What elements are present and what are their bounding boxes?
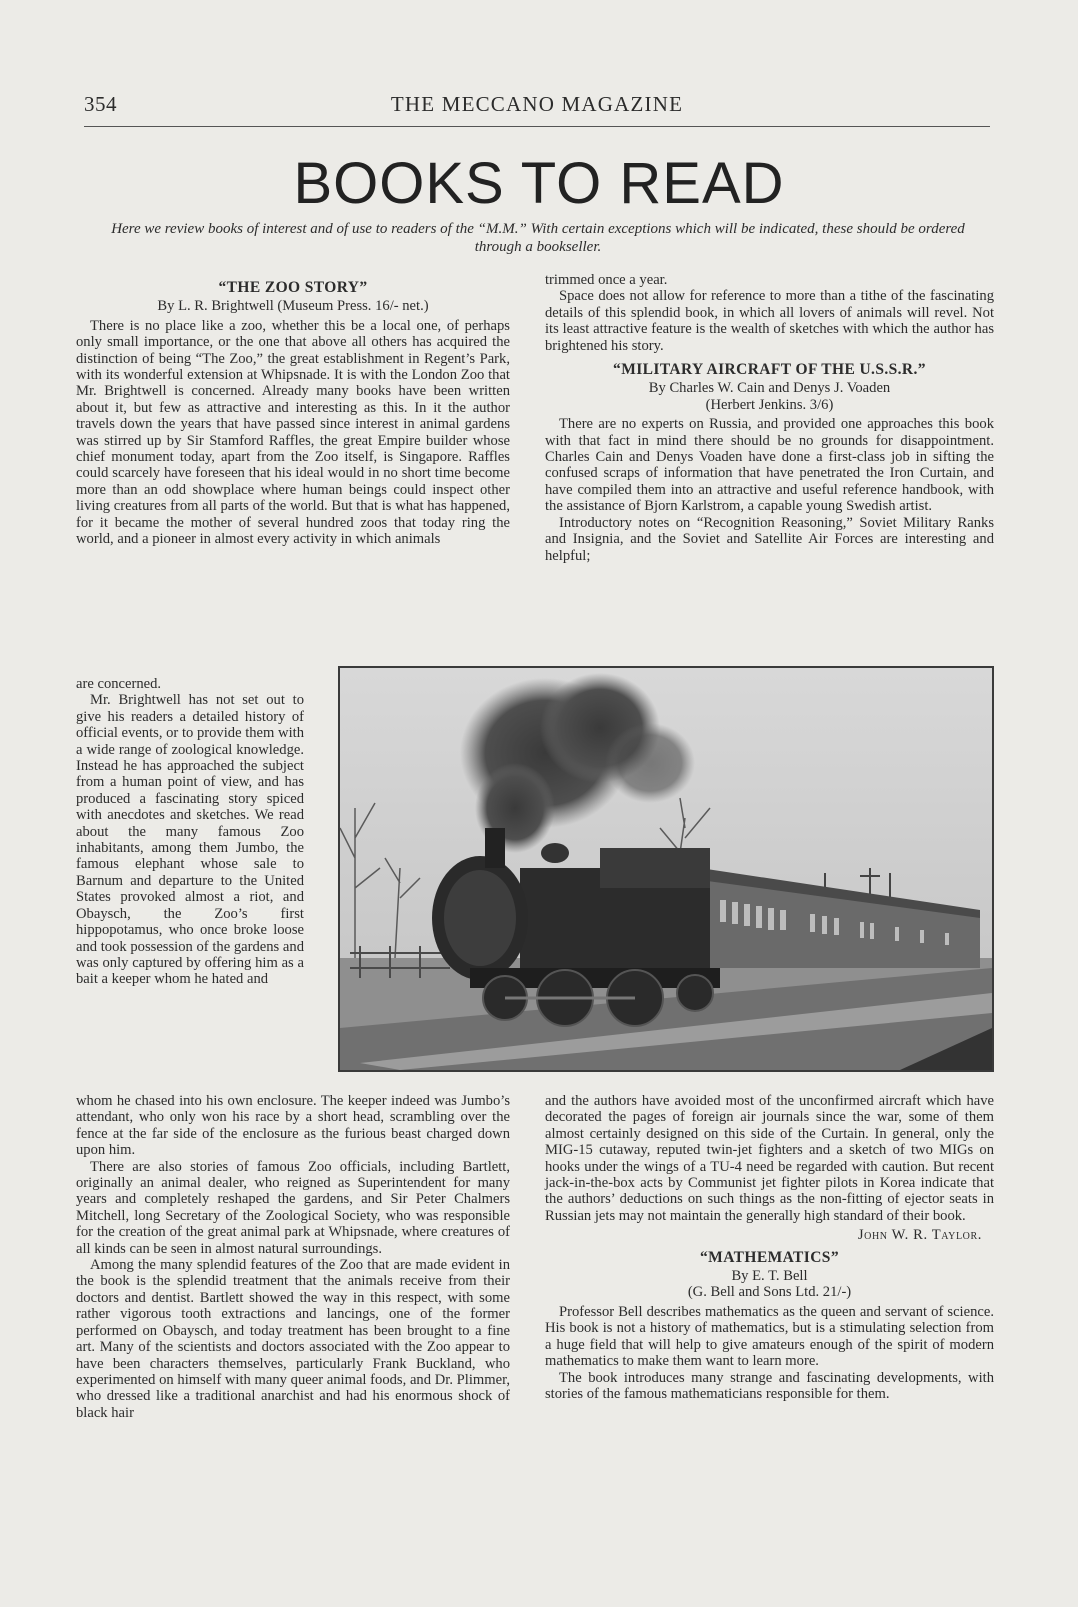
left-column-top (76, 280, 510, 548)
zoo-story-paragraph: trimmed once a year. (545, 272, 668, 288)
steam-train-image (340, 668, 992, 1070)
zoo-story-paragraph: There are also stories of famous Zoo officials, including Bartlett, originally an animal dealer, who reigned as Superintendent for many years and completely reshaped the gardens, and Sir Peter Chalmers Mitchell, long Secretary of the Zoological Society, who was responsible for the creation of the great animal park at Whipsnade, where creatures of all kinds can be seen in almost natural surroundings. (76, 1158, 510, 1257)
page-headline: BOOKS TO READ (293, 151, 785, 216)
aircraft-paragraph: There are no experts on Russia, and provided one approaches this book with that fact in mind there should be no grounds for disappointment. Charles Cain and Denys Voaden have done a first-class job in sifting the confused scraps of information that have penetrated the Iron Curtain, and have compiled them into an attractive and useful reference handbook, with the assistance of Bjorn Karlstrom, a capable young Swedish artist. (545, 416, 994, 515)
zoo-story-title: “THE ZOO STORY” (218, 279, 368, 296)
aircraft-paragraph: and the authors have avoided most of the unconfirmed aircraft which have decorated the pages of foreign air journals since the war, some of them almost certainly designed on this side of the Curtain. In general, only the MIG-15 cutaway, reputed twin-jet fighters and a sketch of two MIGs on hooks under the wings of a TU-4 need be regarded with caution. But recent jack-in-the-box acts by Communist jet fighter pilots in Korea indicate that the authors’ deductions on such things as the non-fitting of ejector seats in Russian jets may not maintain the generally high standard of their book. (545, 1093, 994, 1224)
zoo-story-paragraph: are concerned. (76, 676, 162, 692)
mathematics-title: “MATHEMATICS” (700, 1248, 839, 1266)
aircraft-publisher: (Herbert Jenkins. 3/6) (705, 396, 834, 413)
mathematics-paragraph: Professor Bell describes mathematics as the queen and servant of science. His book is not a history of mathematics, but is a stimulating selection from a huge field that will help to give amateurs enough of the spirit of modern mathematics to make them want to learn more. (545, 1303, 994, 1370)
magazine-title: THE MECCANO MAGAZINE (390, 92, 684, 116)
aircraft-title: “MILITARY AIRCRAFT OF THE U.S.S.R.” (613, 361, 926, 379)
mathematics-paragraph: The book introduces many strange and fascinating developments, with stories of the famous mathematicians responsible for them. (545, 1369, 994, 1402)
page-number: 354 (84, 92, 117, 116)
left-column-narrow (76, 676, 304, 988)
mathematics-publisher: (G. Bell and Sons Ltd. 21/-) (687, 1284, 852, 1301)
train-photo (338, 666, 994, 1072)
zoo-story-paragraph: There is no place like a zoo, whether this be a local one, of perhaps only small importance, or the one that above all others has acquired the distinction of being “The Zoo,” the great establishment in Regent’s Park, with its wonderful extension at Whipsnade. It is with the London Zoo that Mr. Brightwell is concerned. Already many books have been written about it, but few as attractive and interesting as this. In it the author travels down the years that have passed since interest in animal gardens was stirred up by Sir Stamford Raffles, the great Empire builder whose chief monument today, apart from the Zoo itself, is Singapore. Raffles could scarcely have foreseen that his ideal would in no short time become more than an odd showplace where human beings could inspect other living creatures from all parts of the world. But that is what has happened, for it became the mother of several hundred zoos that today ring the world, and a pioneer in almost every activity in which animals (76, 317, 510, 548)
aircraft-byline: By Charles W. Cain and Denys J. Voaden (648, 380, 891, 397)
zoo-story-byline: By L. R. Brightwell (Museum Press. 16/- net.) (157, 298, 429, 315)
intro-text: Here we review books of interest and of use to readers of the “M.M.” With certain exceptions which will be indicated, these should be ordered through a bookseller. (111, 221, 965, 255)
zoo-story-paragraph: whom he chased into his own enclosure. The keeper indeed was Jumbo’s attendant, who only won his race by a short head, scrambling over the fence at the far side of the enclosure as the furious beast charged down upon him. (76, 1093, 510, 1159)
mathematics-byline: By E. T. Bell (731, 1268, 808, 1285)
reviewer-signature: John W. R. Taylor. (857, 1227, 982, 1244)
zoo-story-paragraph: Mr. Brightwell has not set out to give his readers a detailed history of official events, or to provide them with a wide range of zoological knowledge. Instead he has approached the subject from a human point of view, and has produced a fascinating story spiced with anecdotes and sketches. We read about the many famous Zoo inhabitants, among them Jumbo, the famous elephant whose sale to Barnum and departure to the United States provoked almost a riot, and Obaysch, the Zoo’s first hippopotamus, who once broke loose and took possession of the gardens and was only captured by offering him as a bait a keeper whom he hated and (76, 692, 304, 988)
right-column-bottom (545, 1093, 994, 1402)
page-header (84, 92, 990, 127)
aircraft-paragraph: Introductory notes on “Recognition Reasoning,” Soviet Military Ranks and Insignia, and the Soviet and Satellite Air Forces are interesting and helpful; (545, 514, 994, 564)
right-column-top (545, 272, 994, 564)
left-column-bottom (76, 1093, 510, 1421)
zoo-story-paragraph: Among the many splendid features of the Zoo that are made evident in the book is the splendid treatment that the animals receive from their doctors and dentist. Bartlett showed the way in this respect, with some rather vigorous tooth extractions and lancings, one of the former performed on Obaysch, and today treatment has been brought to a fine art. Many of the scientists and doctors associated with the Zoo appear to have been characters themselves, particularly Frank Buckland, who experimented on himself with many queer animal foods, and Dr. Plimmer, who dressed like a traditional anarchist and had his enormous shock of black hair (76, 1257, 510, 1421)
zoo-story-paragraph: Space does not allow for reference to more than a tithe of the fascinating details of this splendid book, in which all lovers of animals will revel. Not its least attractive feature is the wealth of sketches with which the author has brightened his story. (545, 288, 994, 354)
